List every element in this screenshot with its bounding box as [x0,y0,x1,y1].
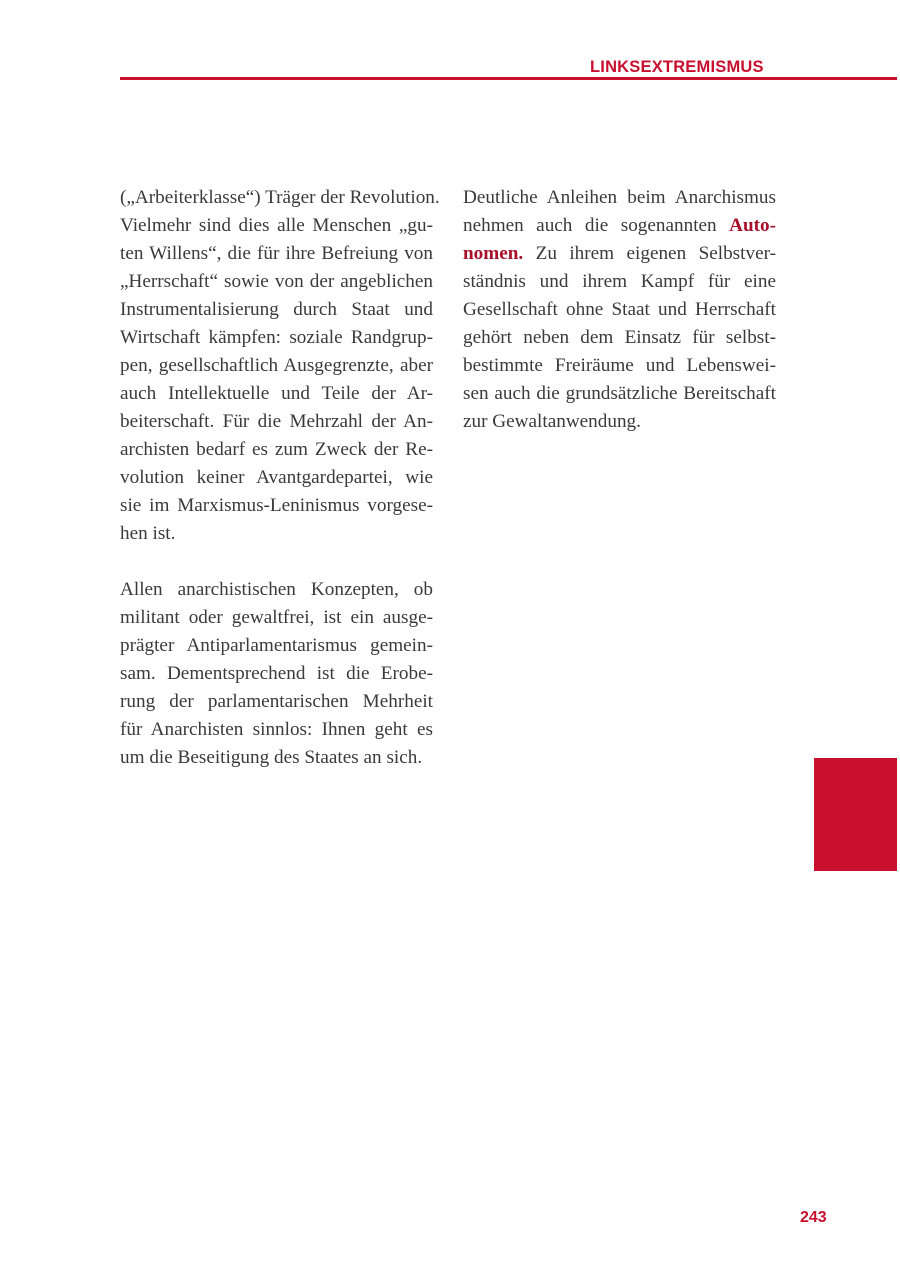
text-line: Gesellschaft ohne Staat und Herrschaft [463,299,776,320]
text-line: „Herrschaft“ sowie von der angeblichen [120,271,433,292]
paragraph-autonomists [463,184,776,436]
paragraph-revolution-carriers [120,184,440,548]
text-line [463,212,776,240]
text-line [463,240,776,268]
text-line: Deutliche Anleihen beim Anarchismus [463,187,776,208]
highlighted-term-autonomen-cont: nomen. [463,243,524,264]
page-number: 243 [800,1209,827,1226]
text-line: pen, gesellschaftlich Ausgegrenzte, aber [120,355,433,376]
text-line: bestimmte Freiräume und Lebenswei- [463,355,776,376]
text-line: („Arbeiterklasse“) Träger der Revolution. [120,187,440,208]
text-line: sam. Dementsprechend ist die Erobe- [120,663,433,684]
text-line: Vielmehr sind dies alle Menschen „gu- [120,215,433,236]
text-line: archisten bedarf es zum Zweck der Re- [120,439,433,460]
text-line: Allen anarchistischen Konzepten, ob [120,579,433,600]
paragraph-antiparliamentarism [120,576,433,772]
text-line: hen ist. [120,523,176,544]
text-fragment: Zu ihrem eigenen Selbstver- [523,243,776,264]
right-text-column [463,184,776,436]
text-line: militant oder gewaltfrei, ist ein ausge- [120,607,433,628]
text-line: um die Beseitigung des Staates an sich. [120,747,423,768]
left-text-column [120,184,440,772]
text-line: ten Willens“, die für ihre Befreiung von [120,243,433,264]
text-fragment: nehmen auch die sogenannten [463,215,730,236]
text-line: Instrumentalisierung durch Staat und [120,299,433,320]
text-line: ständnis und ihrem Kampf für eine [463,271,776,292]
text-line: zur Gewaltanwendung. [463,411,641,432]
text-line: Wirtschaft kämpfen: soziale Randgrup- [120,327,433,348]
text-line: beiterschaft. Für die Mehrzahl der An- [120,411,433,432]
highlighted-term-autonomen: Auto- [729,215,776,236]
running-head-section-title: LINKSEXTREMISMUS [590,58,764,76]
text-line: sie im Marxismus-Leninismus vorgese- [120,495,433,516]
text-line: auch Intellektuelle und Teile der Ar- [120,383,433,404]
text-line: rung der parlamentarischen Mehrheit [120,691,433,712]
header-rule [120,77,897,80]
text-line: für Anarchisten sinnlos: Ihnen geht es [120,719,433,740]
text-line: gehört neben dem Einsatz für selbst- [463,327,776,348]
text-line: volution keiner Avantgardepartei, wie [120,467,433,488]
text-line: sen auch die grundsätzliche Bereitschaft [463,383,776,404]
chapter-thumb-tab [814,758,897,871]
text-line: prägter Antiparlamentarismus gemein- [120,635,433,656]
